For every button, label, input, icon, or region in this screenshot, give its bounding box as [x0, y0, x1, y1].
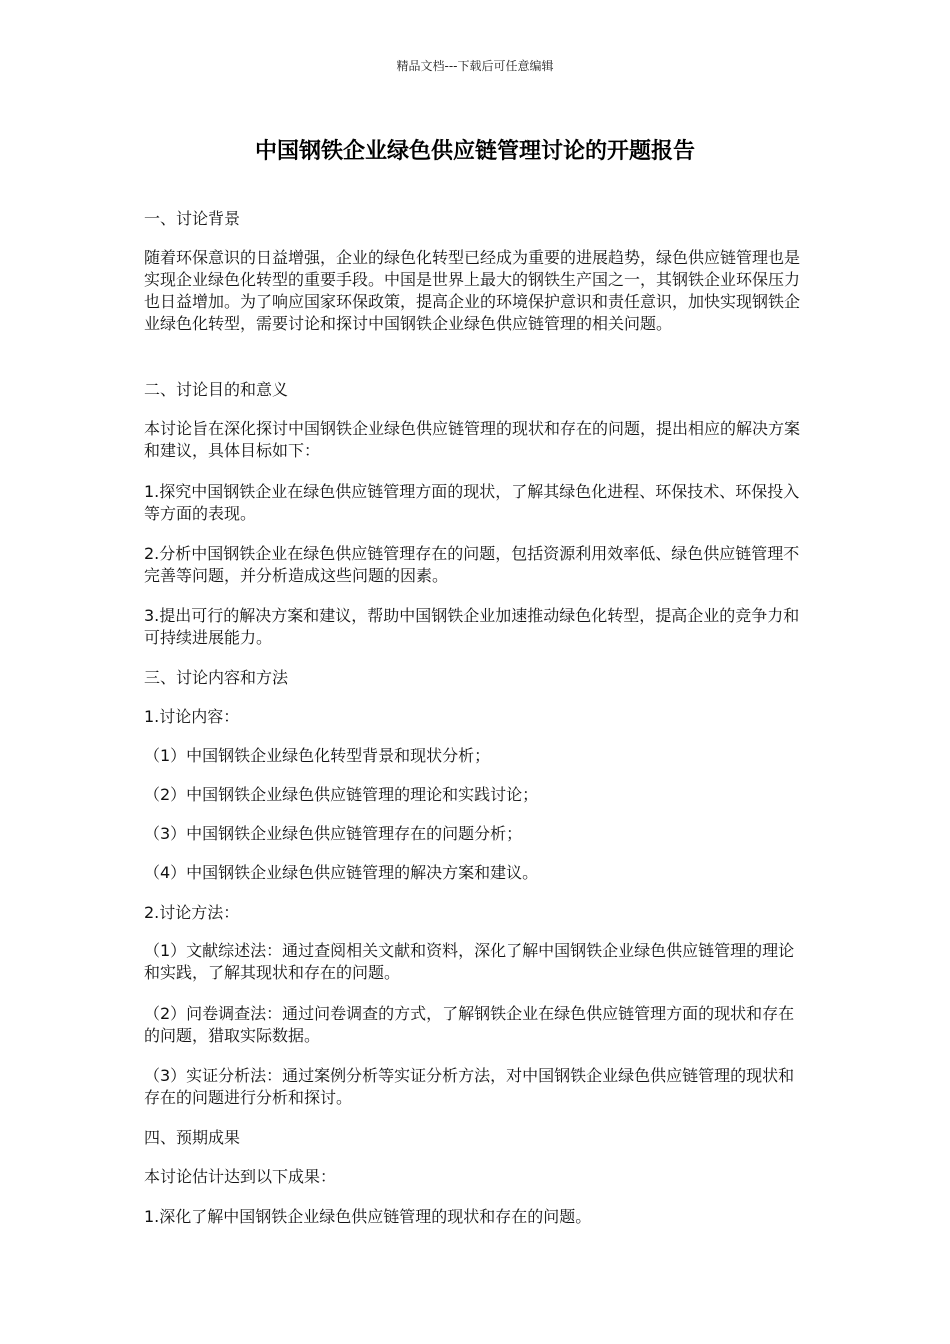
method-item-1: （1）文献综述法：通过查阅相关文献和资料，深化了解中国钢铁企业绿色供应链管理的理论和实践，了解其现状和存在的问题。: [144, 941, 795, 982]
section-heading-background: 一、讨论背景: [144, 209, 241, 228]
content-item-2: （2）中国钢铁企业绿色供应链管理的理论和实践讨论；: [144, 785, 539, 804]
paragraph-expected-intro: 本讨论估计达到以下成果：: [144, 1167, 337, 1186]
document-title: 中国钢铁企业绿色供应链管理讨论的开题报告: [254, 139, 695, 164]
paragraph-background: 随着环保意识的日益增强，企业的绿色化转型已经成为重要的进展趋势，绿色供应链管理也是实现企业绿色化转型的重要手段。中国是世界上最大的钢铁生产国之一，其钢铁企业环保压力也日益增加。为了响应国家环保政策，提高企业的环境保护意识和责任意识，加快实现钢铁企业绿色化转型，需要讨论和探讨中国钢铁企业绿色供应链管理的相关问题。: [144, 248, 801, 333]
subheading-method: 2.讨论方法：: [144, 903, 240, 922]
content-item-3: （3）中国钢铁企业绿色供应链管理存在的问题分析；: [144, 824, 523, 843]
paragraph-goal-3: 3.提出可行的解决方案和建议，帮助中国钢铁企业加速推动绿色化转型，提高企业的竞争力和可持续进展能力。: [144, 606, 800, 647]
header-note: 精品文档---下载后可任意编辑: [396, 59, 554, 73]
subheading-content: 1.讨论内容：: [144, 707, 240, 726]
section-heading-content-method: 三、讨论内容和方法: [144, 668, 289, 687]
paragraph-goal-2: 2.分析中国钢铁企业在绿色供应链管理存在的问题，包括资源利用效率低、绿色供应链管理不完善等问题，并分析造成这些问题的因素。: [144, 544, 800, 585]
section-heading-expected: 四、预期成果: [144, 1128, 241, 1147]
expected-item-1: 1.深化了解中国钢铁企业绿色供应链管理的现状和存在的问题。: [144, 1207, 592, 1226]
paragraph-goal-1: 1.探究中国钢铁企业在绿色供应链管理方面的现状，了解其绿色化进程、环保技术、环保投入等方面的表现。: [144, 482, 800, 523]
content-item-1: （1）中国钢铁企业绿色化转型背景和现状分析；: [144, 746, 491, 765]
method-item-2: （2）问卷调查法：通过问卷调查的方式，了解钢铁企业在绿色供应链管理方面的现状和存在的问题，猎取实际数据。: [144, 1004, 795, 1045]
paragraph-purpose-intro: 本讨论旨在深化探讨中国钢铁企业绿色供应链管理的现状和存在的问题，提出相应的解决方案和建议，具体目标如下：: [144, 419, 801, 460]
method-item-3: （3）实证分析法：通过案例分析等实证分析方法，对中国钢铁企业绿色供应链管理的现状和存在的问题进行分析和探讨。: [144, 1066, 795, 1107]
content-item-4: （4）中国钢铁企业绿色供应链管理的解决方案和建议。: [144, 863, 539, 882]
section-heading-purpose: 二、讨论目的和意义: [144, 380, 289, 399]
